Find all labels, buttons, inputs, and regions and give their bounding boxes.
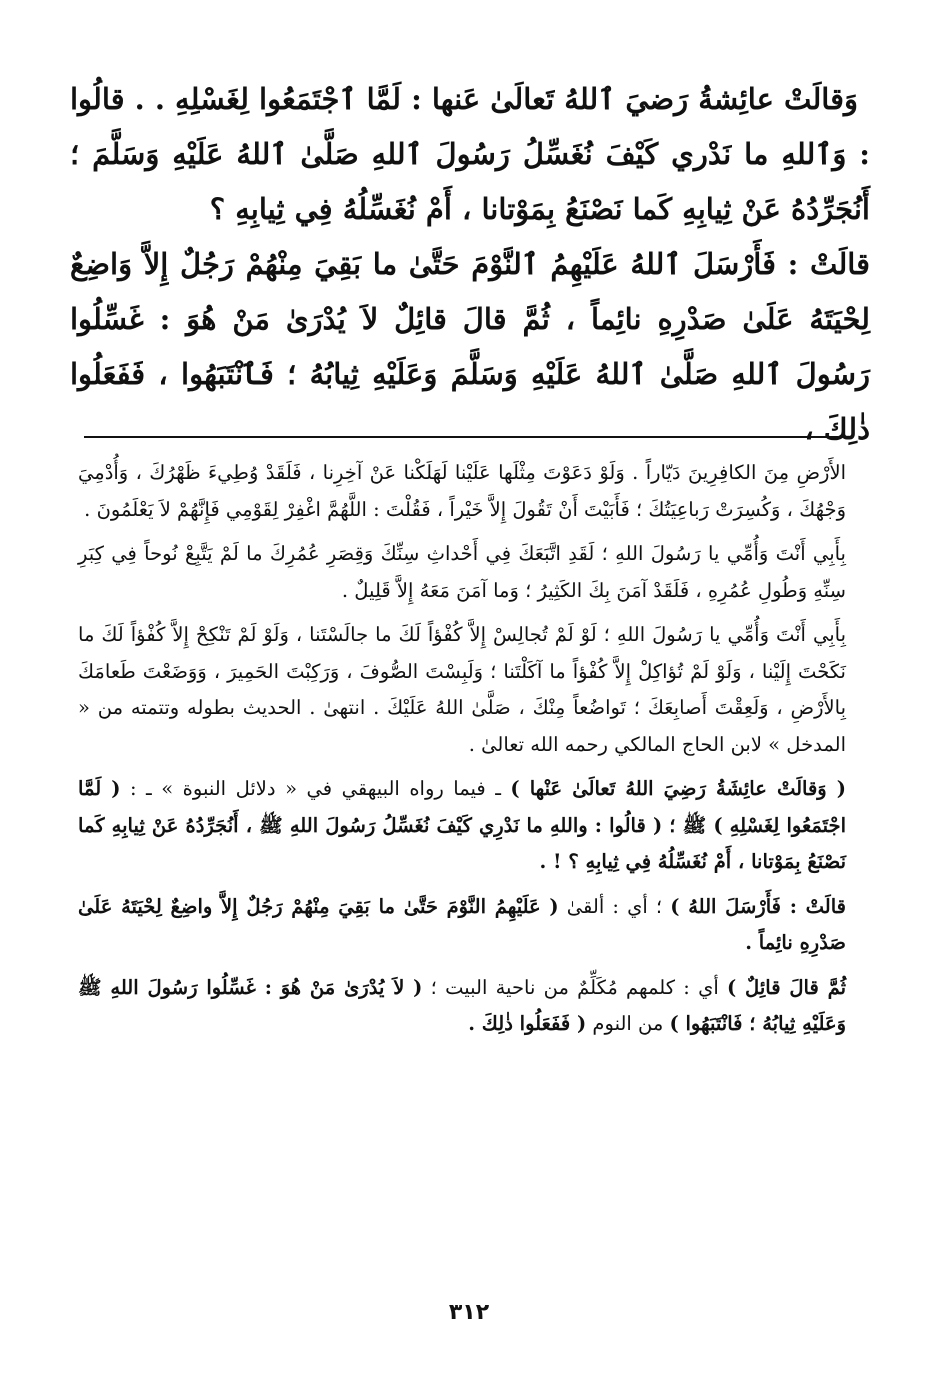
footnote-divider xyxy=(84,436,838,438)
footnote-paragraph-6 xyxy=(78,970,846,1043)
commentary-text: أي : كلمهم مُكَلِّمٌ من ناحية البيت ؛ xyxy=(422,975,727,999)
main-paragraph-2: قالَتْ : فَأَرْسَلَ ٱللهُ عَلَيْهِمُ ٱلنَّوْمَ حَتَّىٰ ما بَقِيَ مِنْهُمْ رَجُلٌ إِلاَّ وَاضِعٌ لِحْيَتَهُ عَلَىٰ صَدْرِهِ نائِماً ، ثُمَّ قالَ قائِلٌ لاَ يُدْرَىٰ مَنْ هُوَ : غَسِّلُوا رَسُولَ ٱللهِ صَلَّىٰ ٱللهُ عَلَيْهِ وَسَلَّمَ وَعَلَيْهِ ثِيابُهُ ؛ فَٱنْتَبَهُوا ، فَفَعَلُوا ذٰلِكَ ، xyxy=(70,247,870,446)
quoted-text: قالَتْ : فَأَرْسَلَ اللهُ ) xyxy=(670,894,846,918)
footnote-paragraph-5 xyxy=(78,889,846,962)
commentary-text: ؛ أي : ألقىٰ xyxy=(558,894,671,918)
footnote-paragraph-3: بِأَبِي أَنْتَ وَأُمِّي يا رَسُولَ اللهِ ؛ لَوْ لَمْ تُجالِسْ إِلاَّ كُفْؤاً لَكَ ما جالَسْتَنا ، وَلَوْ لَمْ تَنْكِحْ إِلاَّ كُفْؤاً لَكَ ما نَكَحْتَ إِلَيْنا ، وَلَوْ لَمْ تُؤاكِلْ إِلاَّ كُفْؤاً ما آكَلْتَنا ؛ وَلَبِسْتَ الصُّوفَ ، وَرَكِبْتَ الحَمِيرَ ، وَوَضَعْتَ طَعامَكَ بِالأَرْضِ ، وَلَعِقْتَ أَصابِعَكَ ؛ تَواضُعاً مِنْكَ ، صَلَّىٰ اللهُ عَلَيْكَ . انتهىٰ . الحديث بطوله وتتمته من « المدخل » لابن الحاج المالكي رحمه الله تعالىٰ . xyxy=(78,623,846,756)
main-paragraph-1: وَقالَتْ عائِشةُ رَضيَ ٱللهُ تَعالَىٰ عَنها : لَمَّا ٱجْتَمَعُوا لِغَسْلِهِ . . قالُوا : وَٱللهِ ما نَدْري كَيْفَ نُغَسِّلُ رَسُولَ ٱللهِ صَلَّىٰ ٱللهُ عَلَيْهِ وَسَلَّمَ ؛ أَنُجَرِّدُهُ عَنْ ثِيابِهِ كَما نَصْنَعُ بِمَوْتانا ، أَمْ نُغَسِّلُهُ فِي ثِيابِهِ ؟ xyxy=(70,82,870,226)
main-text xyxy=(70,72,870,457)
footnote-paragraph-4 xyxy=(78,771,846,881)
quoted-text: ( لَمَّا اجْتَمَعُوا لِغَسْلِهِ ) ﷺ ؛ ( قالُوا : واللهِ ما نَدْرِي كَيْفَ نُغَسِّلُ رَسُولَ اللهِ ﷺ ، أَنُجَرِّدُهُ عَنْ ثِيابِهِ كَما نَصْنَعُ بِمَوْتانا ، أَمْ نُغَسِّلُهُ فِي ثِيابِهِ ؟ ! . xyxy=(78,777,846,873)
quoted-text: ثُمَّ قالَ قائِلٌ ) xyxy=(727,975,847,999)
quoted-text: ( عَلَيْهِمُ النَّوْمَ حَتَّىٰ ما بَقِيَ مِنْهُمْ رَجُلٌ إِلاَّ واضِعٌ لِحْيَتَهُ عَلَىٰ صَدْرِهِ نائِماً . xyxy=(78,894,846,954)
quoted-text: ( فَفَعَلُوا ذٰلِكَ . xyxy=(468,1012,587,1035)
commentary-text: ـ فيما رواه البيهقي في « دلائل النبوة » ـ : xyxy=(120,777,511,800)
page-number: ٣١٢ xyxy=(448,1300,490,1325)
quoted-text: ( لاَ يُدْرَىٰ مَنْ هُوَ : غَسِّلُوا رَسُولَ اللهِ ﷺ وَعَلَيْهِ ثِيابُهُ ؛ فَانْتَبَهُوا ) xyxy=(78,975,846,1035)
footnote-paragraph-1: الأَرْضِ مِنَ الكافِرِينَ دَيّاراً . وَلَوْ دَعَوْتَ مِثْلَها عَلَيْنا لَهَلَكْنا عَنْ آخِرِنا ، فَلَقَدْ وُطِيءَ ظَهْرُكَ ، وَأُدْمِيَ وَجْهُكَ ، وَكُسِرَتْ رَباعِيَتُكَ ؛ فَأَبَيْتَ أَنْ تَقُولَ إِلاَّ خَيْراً ، فَقُلْتَ : اللَّهُمَّ اغْفِرْ لِقَوْمِي فَإِنَّهُمْ لاَ يَعْلَمُونَ . xyxy=(78,461,846,521)
footnotes xyxy=(78,455,846,1051)
footnote-paragraph-2: بِأَبِي أَنْتَ وَأُمِّي يا رَسُولَ اللهِ ؛ لَقَدِ اتَّبَعَكَ فِي أَحْداثِ سِنِّكَ وَقِصَرِ عُمُرِكَ ما لَمْ يَتَّبِعْ نُوحاً فِي كِبَرِ سِنِّهِ وَطُولِ عُمُرِهِ ، فَلَقَدْ آمَنَ بِكَ الكَثِيرُ ؛ وَما آمَنَ مَعَهُ إِلاَّ قَلِيلٌ . xyxy=(78,542,846,602)
quoted-text: ( وَقالَتْ عائِشَةُ رَضِيَ اللهُ تَعالَىٰ عَنْها ) xyxy=(510,777,847,800)
commentary-text: من النوم xyxy=(586,1012,670,1035)
